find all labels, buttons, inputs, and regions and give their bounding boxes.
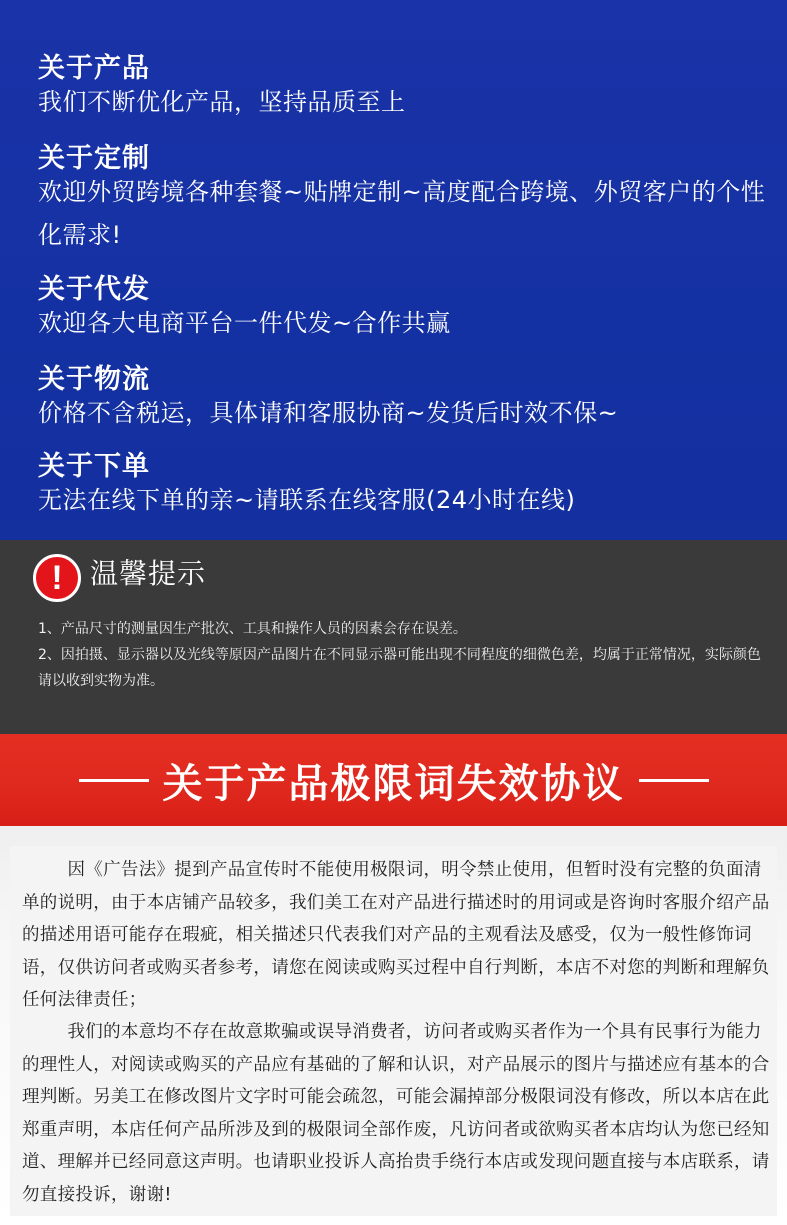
about-dropship-text: 欢迎各大电商平台一件代发~合作共赢	[38, 309, 451, 337]
about-section	[0, 0, 787, 540]
agreement-paragraph-2: 我们的本意均不存在故意欺骗或误导消费者，访问者或购买者作为一个具有民事行为能力的理性人，对阅读或购买的产品应有基础的了解和认识，对产品展示的图片与描述应有基本的合理判断。另美工在修改图片文字时可能会疏忽，可能会漏掉部分极限词没有修改，所以本店在此郑重声明，本店任何产品所涉及到的极限词全部作废，凡访问者或欲购买者本店均认为您已经知道、理解并已经同意这声明。也请职业投诉人高抬贵手绕行本店或发现问题直接与本店联系，请勿直接投诉，谢谢!	[22, 1022, 770, 1205]
agreement-paragraph-1: 因《广告法》提到产品宣传时不能使用极限词，明令禁止使用，但暂时没有完整的负面清单的说明，由于本店铺产品较多，我们美工在对产品进行描述时的用词或是咨询时客服介绍产品的描述用语可能存在瑕疵，相关描述只代表我们对产品的主观看法及感受，仅为一般性修饰词语，仅供访问者或购买者参考，请您在阅读或购买过程中自行判断，本店不对您的判断和理解负任何法律责任；	[22, 860, 770, 1010]
tips-title: 温馨提示	[90, 557, 207, 590]
about-product-title: 关于产品	[38, 53, 150, 84]
about-logistics-text: 价格不含税运，具体请和客服协商~发货后时效不保~	[38, 399, 619, 427]
agreement-section	[0, 826, 787, 1225]
about-order-text: 无法在线下单的亲~请联系在线客服(24小时在线)	[38, 486, 576, 514]
banner-left-rule	[79, 779, 149, 782]
exclamation-icon: !	[33, 554, 81, 602]
tips-line-1: 1、产品尺寸的测量因生产批次、工具和操作人员的因素会存在误差。	[38, 621, 467, 637]
about-logistics-title: 关于物流	[38, 364, 150, 395]
tips-line-2: 2、因拍摄、显示器以及光线等原因产品图片在不同显示器可能出现不同程度的细微色差，均属于正常情况，实际颜色请以收到实物为准。	[38, 647, 761, 689]
banner-title: 关于产品极限词失效协议	[162, 760, 625, 807]
agreement-banner	[0, 734, 787, 826]
agreement-box	[10, 846, 777, 1216]
about-custom-text: 欢迎外贸跨境各种套餐~贴牌定制~高度配合跨境、外贸客户的个性化需求!	[38, 178, 766, 249]
banner-right-rule	[639, 779, 709, 782]
about-product-text: 我们不断优化产品，坚持品质至上	[38, 88, 406, 116]
about-dropship-title: 关于代发	[38, 274, 150, 305]
tips-section	[0, 540, 787, 734]
about-custom-title: 关于定制	[38, 143, 150, 174]
about-order-title: 关于下单	[38, 451, 150, 482]
